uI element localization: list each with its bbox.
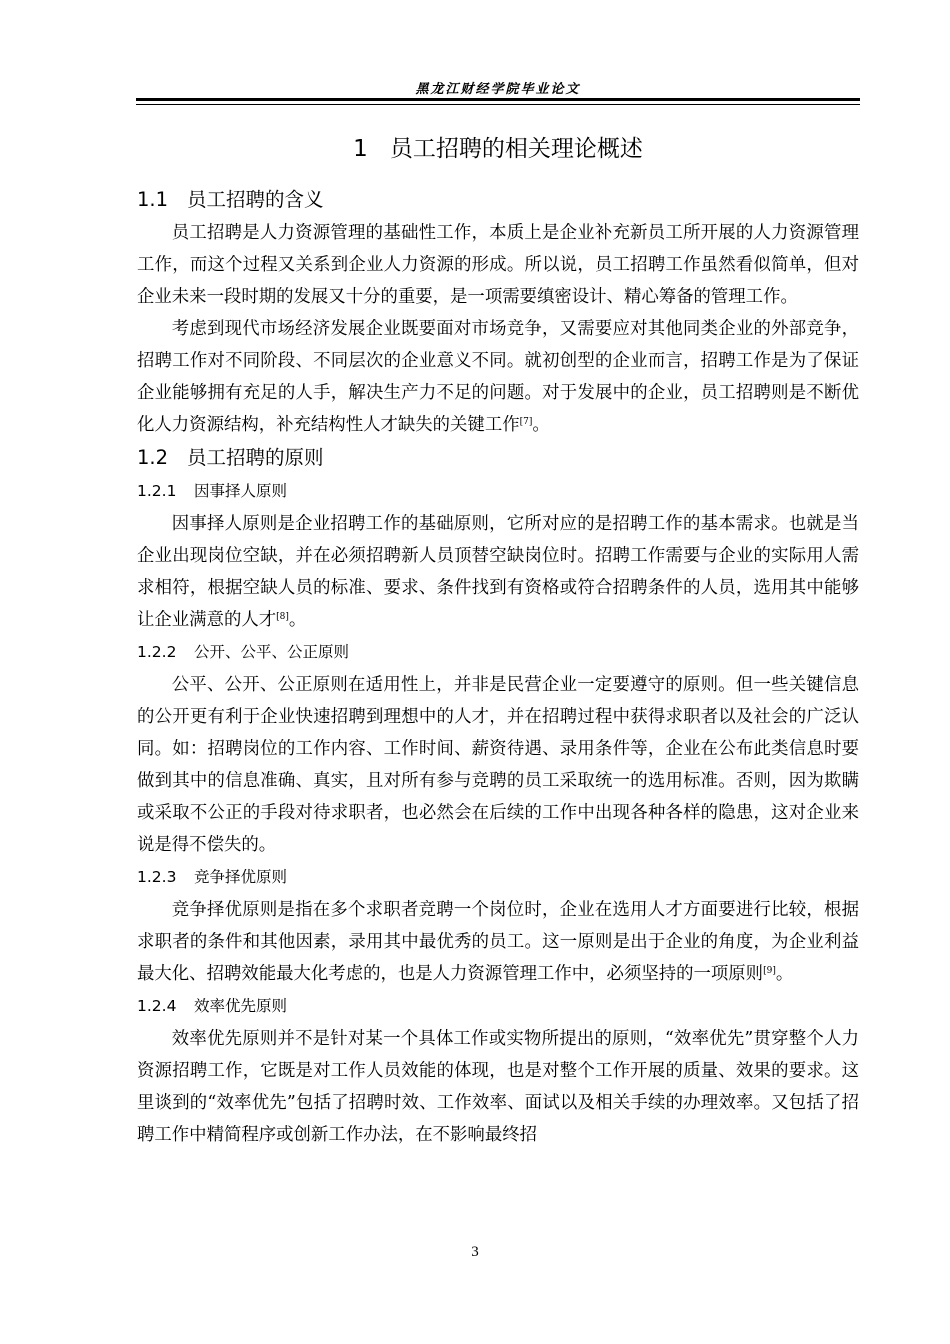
subsection-heading-1-2-4 bbox=[137, 990, 859, 1023]
paragraph-end: 。 bbox=[532, 415, 550, 435]
subsection-title: 因事择人原则 bbox=[194, 482, 288, 500]
paragraph bbox=[137, 894, 859, 990]
paragraph-end: 。 bbox=[288, 610, 307, 630]
subsection-number: 1.2.1 bbox=[137, 482, 177, 500]
paragraph: 公平、公开、公正原则在适用性上，并非是民营企业一定要遵守的原则。但一些关键信息的公开更有利于企业快速招聘到理想中的人才，并在招聘过程中获得求职者以及社会的广泛认同。如：招聘岗位的工作内容、工作时间、薪资待遇、录用条件等，企业在公布此类信息时要做到其中的信息准确、真实，且对所有参与竞聘的员工采取统一的选用标准。否则，因为欺瞒或采取不公正的手段对待求职者，也必然会在后续的工作中出现各种各样的隐患，这对企业来说是得不偿失的。 bbox=[137, 675, 859, 855]
chapter-title bbox=[137, 132, 859, 166]
paragraph-text: 竞争择优原则是指在多个求职者竞聘一个岗位时，企业在选用人才方面要进行比较，根据求职者的条件和其他因素，录用其中最优秀的员工。这一原则是出于企业的角度，为企业利益最大化、招聘效能最大化考虑的，也是人力资源管理工作中，必须坚持的一项原则 bbox=[137, 900, 859, 984]
citation-ref: [9] bbox=[763, 966, 776, 976]
section-title: 员工招聘的原则 bbox=[187, 446, 324, 469]
subsection-title: 公开、公平、公正原则 bbox=[194, 643, 350, 661]
subsection-number: 1.2.4 bbox=[137, 997, 177, 1015]
body-content bbox=[137, 128, 859, 1151]
paragraph-text: 考虑到现代市场经济发展企业既要面对市场竞争，又需要应对其他同类企业的外部竞争，招聘工作对不同阶段、不同层次的企业意义不同。就初创型的企业而言，招聘工作是为了保证企业能够拥有充足的人手，解决生产力不足的问题。对于发展中的企业，员工招聘则是不断优化人力资源结构，补充结构性人才缺失的关键工作 bbox=[137, 319, 859, 435]
citation-ref: [8] bbox=[276, 612, 289, 622]
chapter-number: 1 bbox=[353, 136, 368, 162]
subsection-number: 1.2.3 bbox=[137, 868, 177, 886]
section-number: 1.1 bbox=[137, 188, 169, 211]
page-number: 3 bbox=[471, 1244, 479, 1260]
paragraph bbox=[137, 508, 859, 636]
subsection-title: 竞争择优原则 bbox=[194, 868, 288, 886]
section-number: 1.2 bbox=[137, 446, 169, 469]
section-heading-1-2 bbox=[137, 441, 859, 475]
subsection-heading-1-2-1 bbox=[137, 475, 859, 508]
chapter-title-text: 员工招聘的相关理论概述 bbox=[389, 136, 643, 162]
subsection-number: 1.2.2 bbox=[137, 643, 177, 661]
paragraph: 效率优先原则并不是针对某一个具体工作或实物所提出的原则，“效率优先”贯穿整个人力资源招聘工作，它既是对工作人员效能的体现，也是对整个工作开展的质量、效果的要求。这里谈到的“效率优先”包括了招聘时效、工作效率、面试以及相关手续的办理效率。又包括了招聘工作中精简程序或创新工作办法，在不影响最终招 bbox=[137, 1029, 859, 1145]
paragraph-end: 。 bbox=[775, 964, 794, 984]
subsection-heading-1-2-2 bbox=[137, 636, 859, 669]
citation-ref: [7] bbox=[519, 417, 533, 427]
subsection-title: 效率优先原则 bbox=[194, 997, 288, 1015]
section-title: 员工招聘的含义 bbox=[187, 188, 324, 211]
running-header: 黑龙江财经学院毕业论文 bbox=[415, 82, 581, 97]
subsection-heading-1-2-3 bbox=[137, 861, 859, 894]
header-rule-thick bbox=[136, 98, 860, 101]
paragraph: 员工招聘是人力资源管理的基础性工作，本质上是企业补充新员工所开展的人力资源管理工作，而这个过程又关系到企业人力资源的形成。所以说，员工招聘工作虽然看似简单，但对企业未来一段时期的发展又十分的重要，是一项需要缜密设计、精心筹备的管理工作。 bbox=[137, 223, 859, 307]
header-rule-thin bbox=[136, 104, 860, 105]
paragraph-text: 因事择人原则是企业招聘工作的基础原则，它所对应的是招聘工作的基本需求。也就是当企业出现岗位空缺，并在必须招聘新人员顶替空缺岗位时。招聘工作需要与企业的实际用人需求相符，根据空缺人员的标准、要求、条件找到有资格或符合招聘条件的人员，选用其中能够让企业满意的人才 bbox=[137, 514, 859, 630]
section-heading-1-1 bbox=[137, 183, 859, 217]
paragraph bbox=[137, 313, 859, 441]
